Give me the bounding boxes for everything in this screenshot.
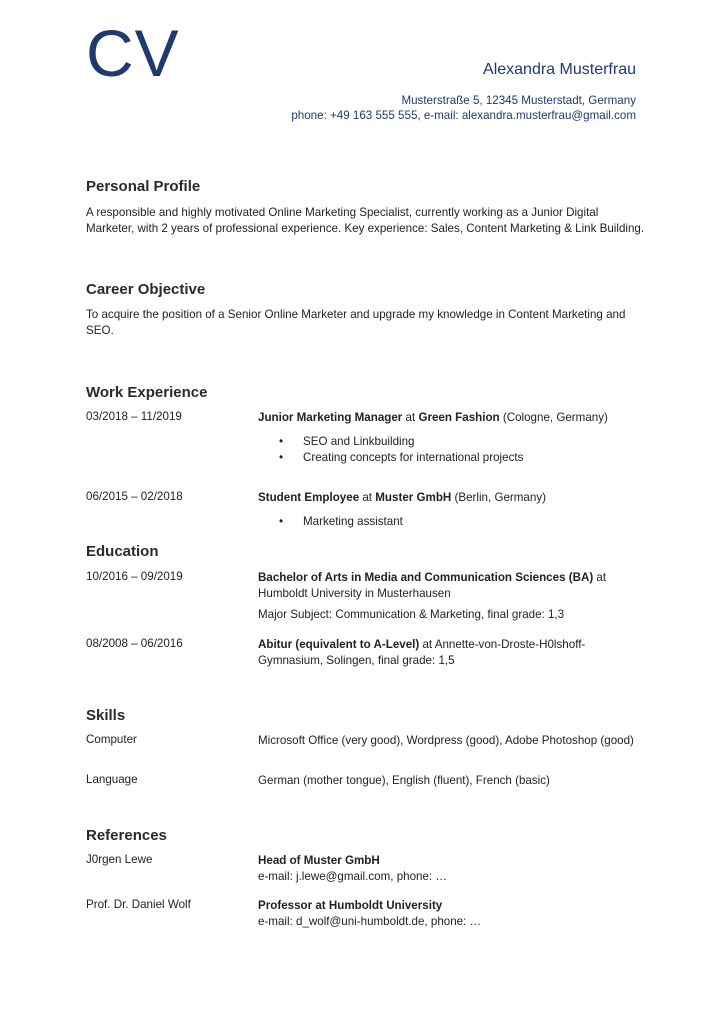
education-heading: Education xyxy=(86,543,159,560)
education-entry xyxy=(258,570,638,601)
education-institution: at Humboldt University in Musterhausen xyxy=(258,571,607,600)
work-heading: Work Experience xyxy=(86,384,208,401)
job-dates: 06/2015 – 02/2018 xyxy=(86,490,183,503)
job-company: Green Fashion xyxy=(418,411,500,424)
job-company: Muster GmbH xyxy=(375,491,452,504)
reference-title: Head of Muster GmbH xyxy=(258,854,380,867)
bullet-icon: • xyxy=(279,435,284,448)
address: Musterstraße 5, 12345 Musterstadt, Germany xyxy=(401,94,636,107)
education-dates: 10/2016 – 09/2019 xyxy=(86,570,183,583)
job-entry xyxy=(258,410,638,426)
references-heading: References xyxy=(86,827,167,844)
education-entry xyxy=(258,637,638,668)
reference-details xyxy=(258,898,638,929)
bullet-text: Marketing assistant xyxy=(303,515,403,528)
education-institution: at Annette-von-Droste-H0lshoff-Gymnasium, Solingen, final grade: 1,5 xyxy=(258,638,586,667)
objective-heading: Career Objective xyxy=(86,281,206,298)
education-degree: Abitur (equivalent to A-Level) xyxy=(258,638,420,651)
skills-heading: Skills xyxy=(86,707,126,724)
phone-email: phone: +49 163 555 555, e-mail: alexandra.musterfrau@gmail.com xyxy=(291,109,636,122)
education-dates: 08/2008 – 06/2016 xyxy=(86,637,183,650)
job-location: (Cologne, Germany) xyxy=(499,411,608,424)
education-note: Major Subject: Communication & Marketing, final grade: 1,3 xyxy=(258,608,565,621)
skill-label: Language xyxy=(86,773,138,786)
job-title: Junior Marketing Manager xyxy=(258,411,403,424)
profile-heading: Personal Profile xyxy=(86,178,201,195)
skill-value: German (mother tongue), English (fluent), French (basic) xyxy=(258,774,550,787)
job-at: at xyxy=(402,411,419,424)
bullet-icon: • xyxy=(279,515,284,528)
job-location: (Berlin, Germany) xyxy=(451,491,546,504)
skill-value: Microsoft Office (very good), Wordpress (good), Adobe Photoshop (good) xyxy=(258,734,634,747)
education-degree: Bachelor of Arts in Media and Communication Sciences (BA) xyxy=(258,571,594,584)
reference-name: Prof. Dr. Daniel Wolf xyxy=(86,898,191,911)
bullet-text: SEO and Linkbuilding xyxy=(303,435,415,448)
job-entry xyxy=(258,490,638,506)
objective-text: To acquire the position of a Senior Online Marketer and upgrade my knowledge in Content Marketing and SEO. xyxy=(86,308,626,337)
candidate-name: Alexandra Musterfrau xyxy=(483,61,636,78)
reference-title: Professor at Humboldt University xyxy=(258,899,443,912)
reference-details xyxy=(258,853,638,884)
job-dates: 03/2018 – 11/2019 xyxy=(86,410,182,423)
reference-contact: e-mail: j.lewe@gmail.com, phone: … xyxy=(258,869,447,883)
bullet-text: Creating concepts for international projects xyxy=(303,451,524,464)
reference-name: J0rgen Lewe xyxy=(86,853,153,866)
job-title: Student Employee xyxy=(258,491,360,504)
reference-contact: e-mail: d_wolf@uni-humboldt.de, phone: … xyxy=(258,914,482,928)
bullet-icon: • xyxy=(279,451,284,464)
skill-label: Computer xyxy=(86,733,137,746)
job-at: at xyxy=(359,491,376,504)
profile-text: A responsible and highly motivated Online Marketing Specialist, currently working as a Junior Digital Marketer, with 2 years of professional experience. Key experience: Sales, Content Marketing & Link Building. xyxy=(86,206,645,235)
cv-logo: CV xyxy=(86,16,180,90)
